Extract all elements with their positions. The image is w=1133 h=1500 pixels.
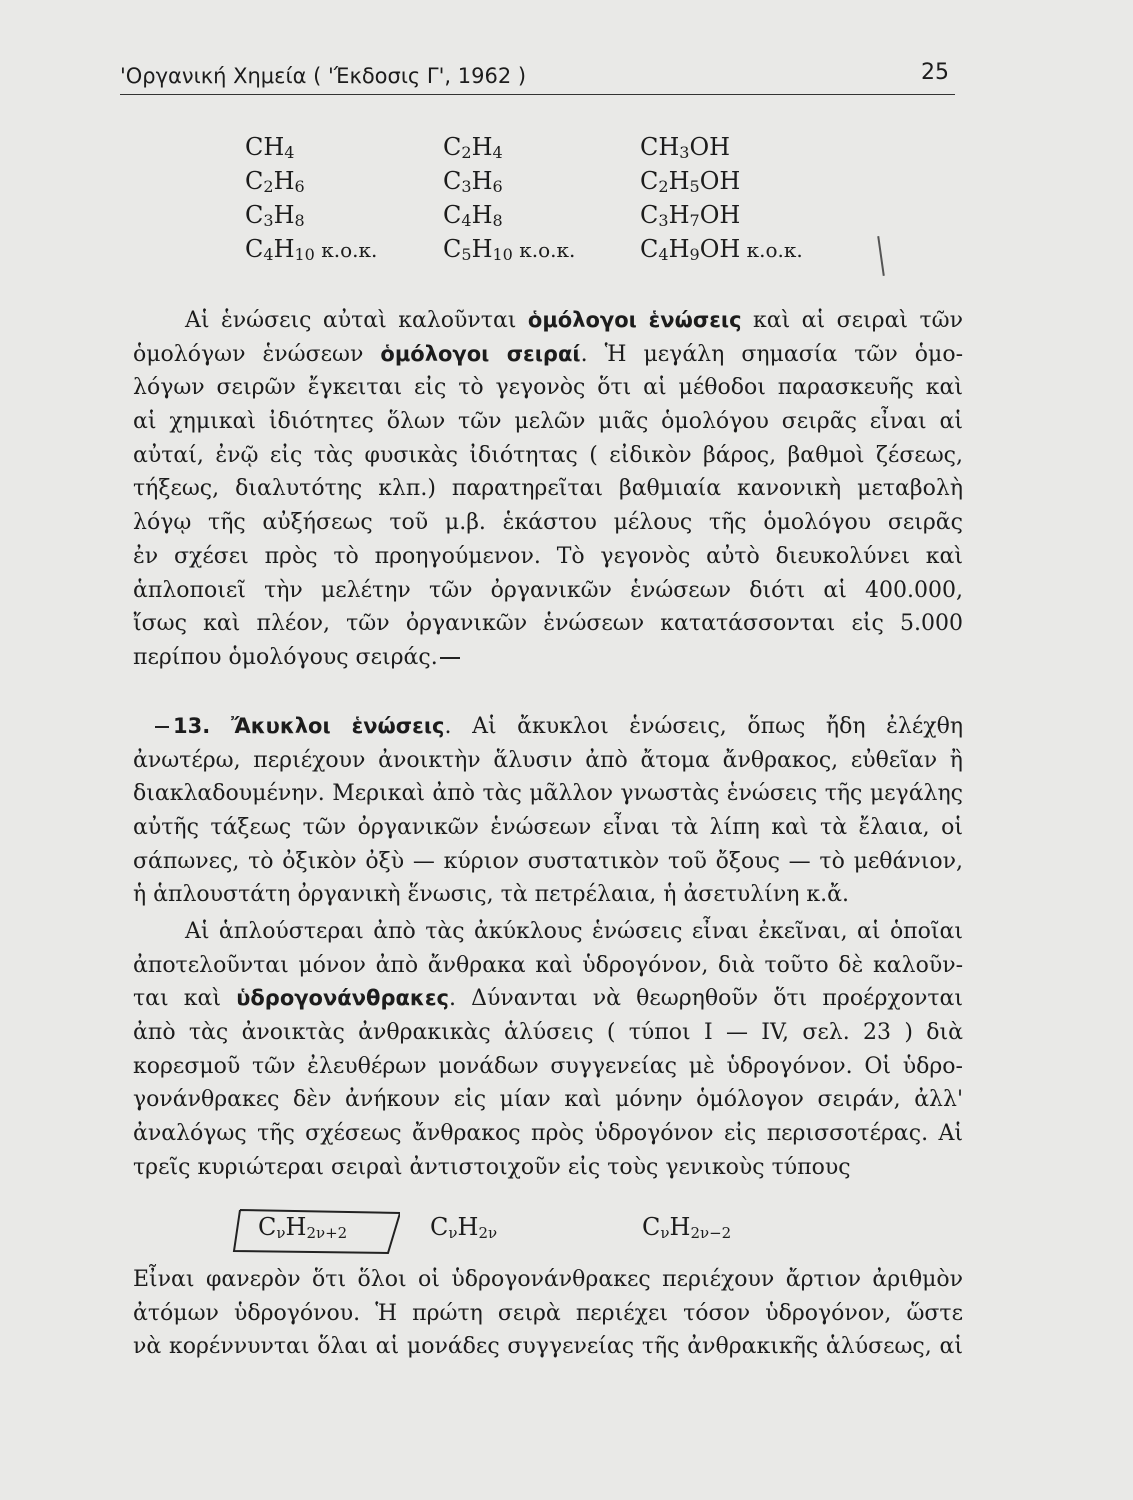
paragraph-hydrocarbons xyxy=(133,915,963,1185)
text-line: ἴσως καὶ πλέον, τῶν ὀργανικῶν ἑνώσεων κατατάσσονται εἰς 5.000 xyxy=(133,611,963,637)
section-number: 13. xyxy=(173,714,232,738)
formula: $C_4H_8$ xyxy=(443,201,503,230)
text-line: ἡ ἁπλουστάτη ὀργανικὴ ἕνωσις, τὰ πετρέλαια, ἡ ἀσετυλίνη κ.ἄ. xyxy=(133,882,849,908)
text-line: ἀποτελοῦνται μόνον ἀπὸ ἄνθρακα καὶ ὑδρογόνον, διὰ τοῦτο δὲ καλοῦν- xyxy=(133,952,963,978)
text-line: ἀνωτέρω, περιέχουν ἀνοικτὴν ἅλυσιν ἀπὸ ἄτομα ἄνθρακος, εὐθεῖαν ἢ xyxy=(133,747,963,773)
paragraph-homologous xyxy=(133,304,963,675)
text-line: Αἱ ἑνώσεις αὐταὶ καλοῦνται ὁμόλογοι ἑνώσεις καὶ αἱ σειραὶ τῶν xyxy=(185,308,963,333)
text-line: λόγων σειρῶν ἔγκειται εἰς τὸ γεγονὸς ὅτι αἱ μέθοδοι παρασκευῆς καὶ xyxy=(133,375,963,401)
text-line: περίπου ὁμολόγους σειράς. xyxy=(133,641,963,675)
text-line: αὐταί, ἐνῷ εἰς τὰς φυσικὰς ἰδιότητας ( εἰδικὸν βάρος, βαθμοὶ ζέσεως, xyxy=(133,442,963,468)
text-line: ἀτόμων ὑδρογόνου. Ἡ πρώτη σειρὰ περιέχει τόσον ὑδρογόνον, ὥστε xyxy=(133,1300,963,1326)
section-13 xyxy=(133,710,963,912)
formula: $C_4H_{10}$ κ.ο.κ. xyxy=(245,235,378,264)
formula: $C_2H_6$ xyxy=(245,167,305,196)
page-number: 25 xyxy=(921,60,949,85)
section-heading-line: 13. Ἄκυκλοι ἑνώσεις. Αἱ ἄκυκλοι ἑνώσεις, ὅπως ἤδη ἐλέχθη xyxy=(133,710,963,744)
formula: $C_2H_4$ xyxy=(443,133,503,162)
text-line: διακλαδουμένην. Μερικαὶ ἀπὸ τὰς μᾶλλον γνωστὰς ἑνώσεις τῆς μεγάλης xyxy=(133,781,963,807)
text-line: ὁμολόγων ἑνώσεων ὁμόλογοι σειραί. Ἡ μεγάλη σημασία τῶν ὁμο- xyxy=(133,341,963,367)
text-line: σάπωνες, τὸ ὀξικὸν ὀξὺ — κύριον συστατικὸν τοῦ ὄξους — τὸ μεθάνιον, xyxy=(133,848,963,874)
formula: $C_5H_{10}$ κ.ο.κ. xyxy=(443,235,576,264)
general-formulas xyxy=(230,1207,850,1257)
formula-column-alkenes xyxy=(443,130,575,266)
text-line: Αἱ ἁπλούστεραι ἀπὸ τὰς ἀκύκλους ἑνώσεις εἶναι ἐκεῖναι, αἱ ὁποῖαι xyxy=(185,919,963,944)
running-header xyxy=(120,60,955,100)
pencil-dash xyxy=(155,726,169,728)
text-line: γονάνθρακες δὲν ἀνήκουν εἰς μίαν καὶ μόνην ὁμόλογον σειράν, ἀλλ' xyxy=(133,1087,963,1113)
text-line: κορεσμοῦ τῶν ἐλευθέρων μονάδων συγγενείας μὲ ὑδρογόνον. Οἱ ὑδρο- xyxy=(133,1053,963,1079)
formula: $CH_3OH$ xyxy=(640,133,731,162)
formula-alkanes-general: $C_\nu H_{2\nu+2}$ xyxy=(258,1213,348,1242)
text-line: Εἶναι φανερὸν ὅτι ὅλοι οἱ ὑδρογονάνθρακες περιέχουν ἄρτιον ἀριθμὸν xyxy=(133,1267,963,1292)
formula-table xyxy=(245,130,885,270)
text-line: νὰ κορέννυνται ὅλαι αἱ μονάδες συγγενείας τῆς ἀνθρακικῆς ἁλύσεως, αἱ xyxy=(133,1334,963,1360)
formula: $CH_4$ xyxy=(245,133,295,162)
text-line: λόγῳ τῆς αὐξήσεως τοῦ μ.β. ἑκάστου μέλους τῆς ὁμολόγου σειρᾶς xyxy=(133,510,963,536)
formula-alkenes-general: $C_\nu H_{2\nu}$ xyxy=(430,1213,498,1242)
formula: $C_3H_6$ xyxy=(443,167,503,196)
formula-column-alkanes xyxy=(245,130,377,266)
text-line: αἱ χημικαὶ ἰδιότητες ὅλων τῶν μελῶν μιᾶς ὁμολόγου σειρᾶς εἶναι αἱ xyxy=(133,409,963,435)
text-line: ἀναλόγως τῆς σχέσεως ἄνθρακος πρὸς ὑδρογόνον εἰς περισσοτέρας. Αἱ xyxy=(133,1121,963,1147)
text-line: αὐτῆς τάξεως τῶν ὀργανικῶν ἑνώσεων εἶναι τὰ λίπη καὶ τὰ ἔλαια, οἱ xyxy=(133,815,963,841)
text-line: ἁπλοποιεῖ τὴν μελέτην τῶν ὀργανικῶν ἑνώσεων διότι αἱ 400.000, xyxy=(133,577,963,603)
formula-column-alcohols xyxy=(640,130,803,266)
text-line: ται καὶ ὑδρογονάνθρακες. Δύνανται νὰ θεωρηθοῦν ὅτι προέρχονται xyxy=(133,986,963,1012)
text-line: ἐν σχέσει πρὸς τὸ προηγούμενον. Τὸ γεγονὸς αὐτὸ διευκολύνει καὶ xyxy=(133,543,963,569)
formula: $C_2H_5OH$ xyxy=(640,167,741,196)
formula: $C_4H_9OH$ κ.ο.κ. xyxy=(640,235,803,264)
text-line: τήξεως, διαλυτότης κλπ.) παρατηρεῖται βαθμιαία κανονικὴ μεταβολὴ xyxy=(133,476,963,502)
section-heading: Ἄκυκλοι ἑνώσεις xyxy=(231,714,445,738)
header-rule xyxy=(120,94,955,95)
formula: $C_3H_7OH$ xyxy=(640,201,741,230)
paragraph-even-hydrogens xyxy=(133,1263,963,1364)
pencil-underline xyxy=(440,657,460,659)
text-line: ἀπὸ τὰς ἀνοικτὰς ἀνθρακικὰς ἁλύσεις ( τύποι I — IV, σελ. 23 ) διὰ xyxy=(133,1020,963,1046)
header-title: 'Οργανική Χημεία ( 'Έκδοσις Γ', 1962 ) xyxy=(120,64,527,88)
text-line: τρεῖς κυριώτεραι σειραὶ ἀντιστοιχοῦν εἰς τοὺς γενικοὺς τύπους xyxy=(133,1154,851,1180)
formula: $C_3H_8$ xyxy=(245,201,305,230)
formula-alkynes-general: $C_\nu H_{2\nu-2}$ xyxy=(642,1213,732,1242)
